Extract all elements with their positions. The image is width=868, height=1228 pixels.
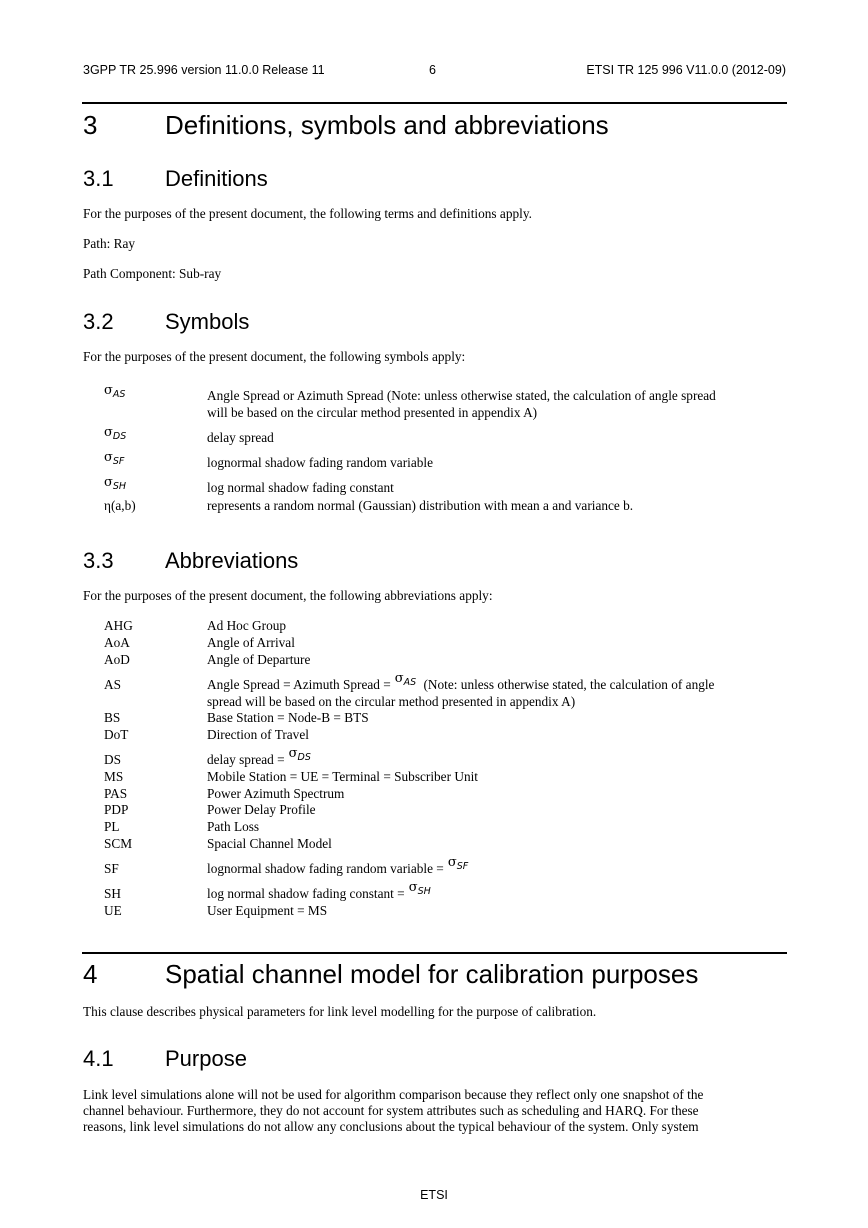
abbr-term: PDP xyxy=(104,802,129,817)
abbr-term: PAS xyxy=(104,786,128,801)
abbr-meaning: spread will be based on the circular method presented in appendix A) xyxy=(207,694,576,709)
footer-etsi: ETSI xyxy=(420,1188,448,1202)
sigma-symbol: $\sigma_{SH}$ xyxy=(408,880,431,897)
section-number: 3.3 xyxy=(83,548,114,573)
abbr-term: BS xyxy=(104,710,121,725)
section-number: 3.1 xyxy=(83,166,114,191)
abbr-term: AS xyxy=(104,677,121,692)
header-etsi-ref: ETSI TR 125 996 V11.0.0 (2012-09) xyxy=(586,63,786,77)
sigma-symbol: $\sigma_{DS}$ xyxy=(288,746,311,763)
section-number: 3 xyxy=(83,110,98,140)
symbol-description: lognormal shadow fading random variable xyxy=(207,455,433,470)
symbol-sigma-as: $\sigma_{AS}$ xyxy=(104,383,126,400)
section-number: 4 xyxy=(83,959,98,989)
section-title: Abbreviations xyxy=(165,548,299,573)
symbols-intro: For the purposes of the present document, the following symbols apply: xyxy=(83,349,466,364)
section-title: Purpose xyxy=(165,1046,247,1071)
abbr-meaning: Mobile Station = UE = Terminal = Subscriber Unit xyxy=(207,769,478,784)
symbol-description: Angle Spread or Azimuth Spread (Note: unless otherwise stated, the calculation of angle spread xyxy=(207,388,716,403)
abbr-term: SF xyxy=(104,861,119,876)
definition-line: Path Component: Sub-ray xyxy=(83,266,222,281)
abbr-term: AoA xyxy=(104,635,130,650)
section-number: 4.1 xyxy=(83,1046,114,1071)
abbr-meaning: delay spread = $\sigma_{DS}$ xyxy=(207,746,311,767)
abbr-term: AoD xyxy=(104,652,130,667)
section-title: Definitions, symbols and abbreviations xyxy=(165,110,609,140)
abbr-meaning: Path Loss xyxy=(207,819,260,834)
abbr-meaning: Base Station = Node-B = BTS xyxy=(207,710,369,725)
abbr-meaning: Spacial Channel Model xyxy=(207,836,332,851)
section-title: Symbols xyxy=(165,309,250,334)
abbr-meaning: User Equipment = MS xyxy=(207,903,328,918)
symbol-description: delay spread xyxy=(207,430,274,445)
symbol-sigma-ds: $\sigma_{DS}$ xyxy=(104,425,127,442)
section-4-intro: This clause describes physical parameters for link level modelling for the purpose of calibration. xyxy=(83,1004,597,1019)
purpose-line: channel behaviour. Furthermore, they do not account for system attributes such as scheduling and HARQ. For these xyxy=(83,1103,699,1118)
abbr-term: DS xyxy=(104,752,121,767)
abbr-meaning: Direction of Travel xyxy=(207,727,309,742)
symbol-eta: η(a,b) xyxy=(104,498,136,513)
symbol-sigma-sf: $\sigma_{SF}$ xyxy=(104,450,125,467)
abbr-term: SCM xyxy=(104,836,133,851)
abbr-meaning: lognormal shadow fading random variable = $\sigma_{SF}$ xyxy=(207,855,469,876)
section-rule xyxy=(82,102,787,104)
abbr-meaning: Angle of Arrival xyxy=(207,635,295,650)
section-number: 3.2 xyxy=(83,309,114,334)
purpose-line: reasons, link level simulations do not allow any conclusions about the typical behaviour of the system. Only system xyxy=(83,1119,699,1134)
abbr-meaning: log normal shadow fading constant = $\sigma_{SH}$ xyxy=(207,880,431,901)
definitions-intro: For the purposes of the present document, the following terms and definitions apply. xyxy=(83,206,532,221)
abbr-term: MS xyxy=(104,769,124,784)
section-title: Spatial channel model for calibration purposes xyxy=(165,959,699,989)
abbr-meaning: Power Delay Profile xyxy=(207,802,316,817)
header-page-number: 6 xyxy=(429,63,436,77)
purpose-line: Link level simulations alone will not be used for algorithm comparison because they reflect only one snapshot of the xyxy=(83,1087,704,1102)
section-title: Definitions xyxy=(165,166,268,191)
header-doc-id: 3GPP TR 25.996 version 11.0.0 Release 11 xyxy=(83,63,325,77)
symbol-description: log normal shadow fading constant xyxy=(207,480,394,495)
abbr-term: UE xyxy=(104,903,122,918)
sigma-symbol: $\sigma_{AS}$ xyxy=(394,671,417,688)
abbreviations-intro: For the purposes of the present document, the following abbreviations apply: xyxy=(83,588,493,603)
symbol-description: represents a random normal (Gaussian) distribution with mean a and variance b. xyxy=(207,498,634,513)
sigma-symbol: $\sigma_{SF}$ xyxy=(447,855,469,872)
abbr-meaning: Ad Hoc Group xyxy=(207,618,287,633)
abbr-term: SH xyxy=(104,886,121,901)
abbr-term: PL xyxy=(104,819,120,834)
abbr-meaning: Angle Spread = Azimuth Spread = $\sigma_{AS}$ (Note: unless otherwise stated, the calculation of angle xyxy=(207,671,715,692)
definition-line: Path: Ray xyxy=(83,236,136,251)
abbr-meaning: Angle of Departure xyxy=(207,652,311,667)
section-rule xyxy=(82,952,787,954)
abbr-term: DoT xyxy=(104,727,129,742)
symbol-description: will be based on the circular method presented in appendix A) xyxy=(207,405,538,420)
abbr-meaning: Power Azimuth Spectrum xyxy=(207,786,345,801)
symbol-sigma-sh: $\sigma_{SH}$ xyxy=(104,475,127,492)
abbr-term: AHG xyxy=(104,618,133,633)
